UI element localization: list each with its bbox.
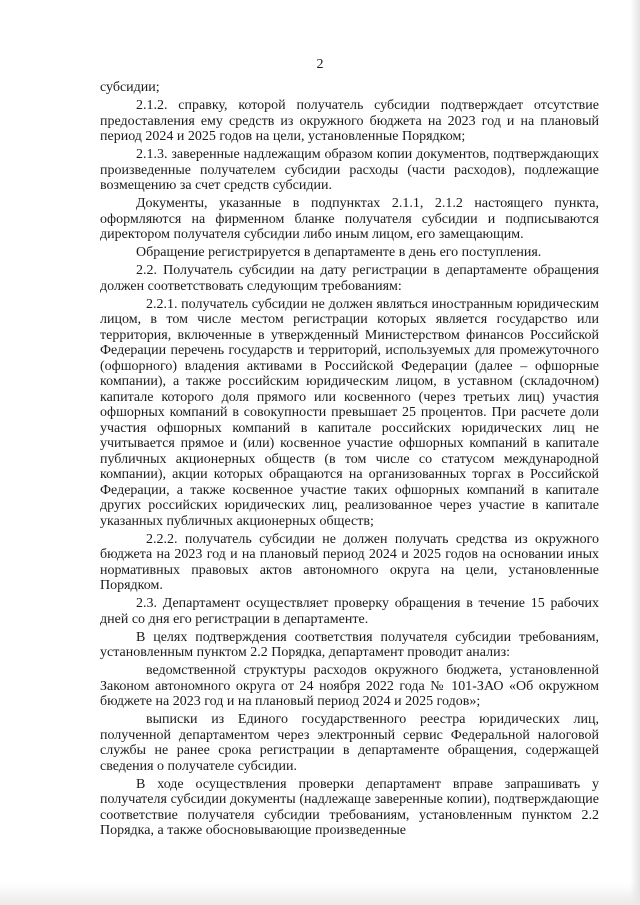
paragraph-documents-form: Документы, указанные в подпунктах 2.1.1, 2.1.2 настоящего пункта, оформляются на фирменном бланке получателя субсидии и подписываются директором получателя субсидии либо иным лицом, его замещающим. (100, 196, 599, 242)
paragraph-registry-extracts: выписки из Единого государственного реестра юридических лиц, полученной департаментом через электронный сервис Федеральной налоговой службы не ранее срока регистрации в департаменте обращения, содержащей сведения о получателе субсидии. (100, 712, 599, 774)
paragraph-2-2: 2.2. Получатель субсидии на дату регистрации в департаменте обращения должен соответствовать следующим требованиям: (100, 263, 599, 294)
paragraph-2-2-1: 2.2.1. получатель субсидии не должен являться иностранным юридическим лицом, в том числе местом регистрации которых является государство или территория, включенные в утвержденный Министерством финансов Российской Федерации перечень государств и территорий, используемых для промежуточного (офшорного) владения активами в Российской Федерации (далее – офшорные компании), а также российским юридическим лицом, в уставном (складочном) капитале которого доля прямого или косвенного (через третьих лиц) участия офшорных компаний в совокупности превышает 25 процентов. При расчете доли участия офшорных компаний в капитале российских юридических лиц не учитывается прямое и (или) косвенное участие офшорных компаний в капитале публичных акционерных обществ (в том числе со статусом международной компании), акции которых обращаются на организованных торгах в Российской Федерации, а также косвенное участие таких офшорных компаний в капитале других российских юридических лиц, реализованное через участие в капитале указанных публичных акционерных обществ; (100, 296, 599, 529)
paragraph-departmental-structure: ведомственной структуры расходов окружного бюджета, установленной Законом автономного округа от 24 ноября 2022 года № 101-ЗАО «Об окружном бюджете на 2023 год и на плановый период 2024 и 2025 годов»; (100, 663, 599, 709)
paragraph-2-3: 2.3. Департамент осуществляет проверку обращения в течение 15 рабочих дней со дня его регистрации в департаменте. (100, 596, 599, 627)
paragraph-2-1-3: 2.1.3. заверенные надлежащим образом копии документов, подтверждающих произведенные получателем субсидии расходы (части расходов), подлежащие возмещению за счет средств субсидии. (100, 147, 599, 193)
paragraph-registration: Обращение регистрируется в департаменте в день его поступления. (136, 245, 542, 260)
paragraph-verification-requests: В ходе осуществления проверки департамент вправе запрашивать у получателя субсидии документы (надлежаще заверенные копии), подтверждающие соответствие получателя субсидии требованиям, установленным пунктом 2.2 Порядка, а также обосновывающие произведенные (100, 776, 599, 838)
scan-edge-shadow (630, 0, 640, 905)
paragraph-2-1-2: 2.1.2. справку, которой получатель субсидии подтверждает отсутствие предоставления ему средств из окружного бюджета на 2023 год и на плановый период 2024 и 2025 годов на цели, установленные Порядком; (100, 98, 599, 144)
document-body (100, 80, 599, 841)
paragraph-subsidy-continuation: субсидии; (100, 80, 160, 95)
scan-bottom-shadow (0, 883, 640, 905)
page-number: 2 (316, 57, 324, 72)
paragraph-2-2-2: 2.2.2. получатель субсидии не должен получать средства из окружного бюджета на 2023 год и на плановый период 2024 и 2025 годов на основании иных нормативных правовых актов автономного округа на цели, установленные Порядком. (100, 531, 599, 593)
paragraph-verification-goals: В целях подтверждения соответствия получателя субсидии требованиям, установленным пунктом 2.2 Порядка, департамент проводит анализ: (100, 629, 599, 660)
